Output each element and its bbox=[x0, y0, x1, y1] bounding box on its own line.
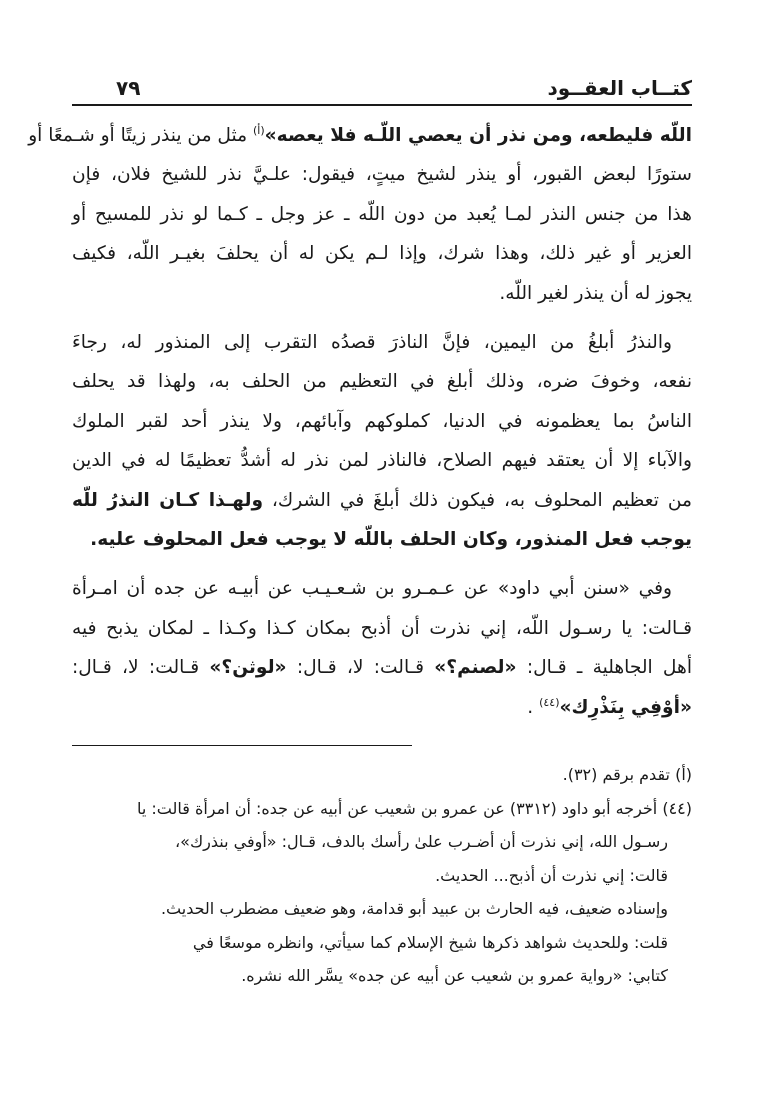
paragraph-2 bbox=[72, 323, 692, 559]
text-line: ستورًا لبعض القبور، أو ينذر لشيخ ميتٍ، فيقول: علـيَّ نذر للشيخ فلان، فإن bbox=[72, 164, 692, 186]
text-line: والآباء إلا أن يعتقد فيهم الصلاح، فالناذر لمن نذر له أشدُّ تعظيمًا له في الدين bbox=[72, 450, 692, 472]
book-page bbox=[28, 70, 692, 993]
text-line: هذا من جنس النذر لمـا يُعبد من دون اللّه ـ عز وجل ـ كـما لو نذر للمسيح أو bbox=[72, 203, 692, 225]
text-line: وفي «سنن أبي داود» عن عـمـرو بن شـعـيـب عن أبيـه عن جده أن امـرأة bbox=[72, 578, 672, 600]
text-line bbox=[72, 688, 692, 727]
text-line: نفعه، وخوفَ ضره، وذلك أبلغ في التعظيم من الحلف به، ولهذا قد يحلف bbox=[72, 371, 692, 393]
text-line: (٤٤) أخرجه أبو داود (٣٣١٢) عن عمرو بن شعيب عن أبيه عن جده: أن امرأة قالت: يا bbox=[136, 798, 692, 818]
text-line: قلت: وللحديث شواهد ذكرها شيخ الإسلام كما سيأتي، وانظره موسعًا في bbox=[192, 932, 668, 952]
text-line: كتابي: «رواية عمرو بن شعيب عن أبيه عن جده» يسَّر الله نشره. bbox=[241, 966, 668, 986]
text-line bbox=[72, 648, 692, 687]
text-line bbox=[72, 520, 692, 559]
text-line: قالت: إني نذرت أن أذبح... الحديث. bbox=[435, 865, 668, 885]
text-span: من تعظيم المحلوف به، فيكون ذلك أبلغَ في الشرك، bbox=[263, 489, 692, 511]
text-line: العزير أو غير ذلك، وهذا شرك، وإذا لـم يكن له أن يحلفَ بغيـر اللّه، فكيف bbox=[72, 243, 692, 265]
text-line bbox=[28, 116, 692, 155]
text-line: والنذرُ أبلغُ من اليمين، فإنَّ الناذرَ قصدُه التقرب إلى المنذور له، رجاءَ bbox=[72, 332, 672, 354]
paragraph-3 bbox=[72, 569, 692, 727]
book-title: كتــاب العقــود bbox=[547, 76, 692, 100]
page-number: ٧٩ bbox=[116, 76, 141, 100]
text-line: يجوز له أن ينذر لغير اللّه. bbox=[499, 282, 692, 304]
bold-span: ولهـذا كـان النذرُ للّه bbox=[72, 489, 263, 511]
footnote-ref: (٤٤) bbox=[539, 695, 560, 709]
text-span: قـالت: لا، قـال: bbox=[286, 657, 435, 679]
text-line bbox=[72, 481, 692, 520]
text-line: وإسناده ضعيف، فيه الحارث بن عبيد أبو قدامة، وهو ضعيف مضطرب الحديث. bbox=[160, 899, 668, 919]
text-line: الناسُ بما يعظمونه في الدنيا، كملوكهم وآبائهم، ولا ينذر أحد لقبر الملوك bbox=[72, 410, 692, 432]
footnote-a: (أ) تقدم برقم (٣٢). bbox=[562, 765, 692, 785]
text-span: مثل من ينذر زيتًا أو شـمعًا أو bbox=[28, 125, 253, 146]
bold-span: «لصنم؟» bbox=[434, 657, 517, 679]
page-header bbox=[72, 70, 692, 106]
footnote-44 bbox=[72, 792, 692, 993]
footnote-ref: (أ) bbox=[253, 123, 265, 137]
bold-quote: «أوْفِي بِنَذْرِك» bbox=[559, 696, 692, 718]
paragraph-1 bbox=[28, 116, 692, 313]
text-span: أهل الجاهلية ـ قـال: bbox=[516, 657, 692, 679]
text-line: قـالت: يا رسـول اللّه، إني نذرت أن أذبح بمكان كـذا وكـذا ـ لمكان يذبح فيه bbox=[72, 617, 692, 639]
footnotes bbox=[72, 758, 692, 993]
bold-span: «لوثن؟» bbox=[209, 657, 287, 679]
bold-quote: اللّه فليطعه، ومن نذر أن يعصي اللّـه فلا يعصه» bbox=[264, 125, 692, 146]
main-text bbox=[28, 116, 692, 727]
text-line: رسـول الله، إني نذرت أن أضـرب علىٰ رأسك بالدف، قـال: «أوفي بنذرك»، bbox=[174, 832, 668, 852]
text-span: قـالت: لا، قـال: bbox=[72, 657, 210, 679]
bold-span: يوجب فعل المنذور، وكان الحلف باللّه لا يوجب فعل المحلوف عليه. bbox=[90, 529, 692, 551]
footnote-divider bbox=[72, 745, 412, 746]
text-span: . bbox=[527, 696, 534, 718]
